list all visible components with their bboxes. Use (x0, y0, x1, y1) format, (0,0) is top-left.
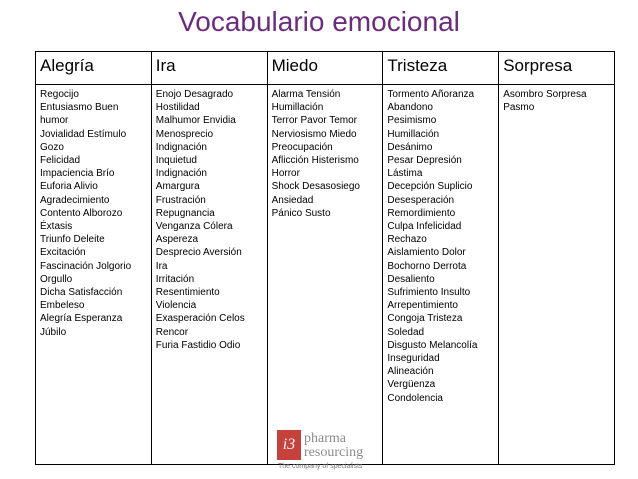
column-header-miedo: Miedo (267, 52, 383, 85)
cell-sorpresa-words: Asombro Sorpresa Pasmo (499, 85, 615, 465)
cell-miedo-words: Alarma Tensión Humillación Terror Pavor Temor Nerviosismo Miedo Preocupación Aflicción Histerismo Horror Shock Desasosiego Ansiedad Pánico Susto (267, 85, 383, 465)
emotion-vocabulary-table (35, 51, 615, 465)
cell-alegria-words: Regocijo Entusiasmo Buen humor Jovialidad Estímulo Gozo Felicidad Impaciencia Brío Euforia Alivio Agradecimiento Contento Alborozo Éxtasis Triunfo Deleite Excitación Fascinación Jolgorio Orgullo Dicha Satisfacción Embeleso Alegría Esperanza Júbilo (36, 85, 152, 465)
logo-word-line1: pharma (304, 431, 346, 446)
table-header-row (36, 52, 615, 85)
column-header-ira: Ira (151, 52, 267, 85)
company-logo (274, 428, 384, 474)
page-title: Vocabulario emocional (178, 6, 460, 37)
cell-ira-words: Enojo Desagrado Hostilidad Malhumor Envidia Menosprecio Indignación Inquietud Indignación Amargura Frustración Repugnancia Venganza Cólera Aspereza Desprecio Aversión Ira Irritación Resentimiento Violencia Exasperación Celos Rencor Furia Fastidio Odio (151, 85, 267, 465)
column-header-sorpresa: Sorpresa (499, 52, 615, 85)
table-row (36, 85, 615, 465)
logo-tagline: The company of specialists (278, 463, 363, 470)
column-header-tristeza: Tristeza (383, 52, 499, 85)
cell-tristeza-words: Tormento Añoranza Abandono Pesimismo Humillación Desánimo Pesar Depresión Lástima Decepción Suplicio Desesperación Remordimiento Culpa Infelicidad Rechazo Aislamiento Dolor Bochorno Derrota Desaliento Sufrimiento Insulto Arrepentimiento Congoja Tristeza Soledad Disgusto Melancolía Inseguridad Alineación Vergüenza Condolencia (383, 85, 499, 465)
logo-word-line2: resourcing (304, 445, 364, 460)
column-header-alegria: Alegría (36, 52, 152, 85)
logo-mark: i3 (277, 430, 301, 460)
